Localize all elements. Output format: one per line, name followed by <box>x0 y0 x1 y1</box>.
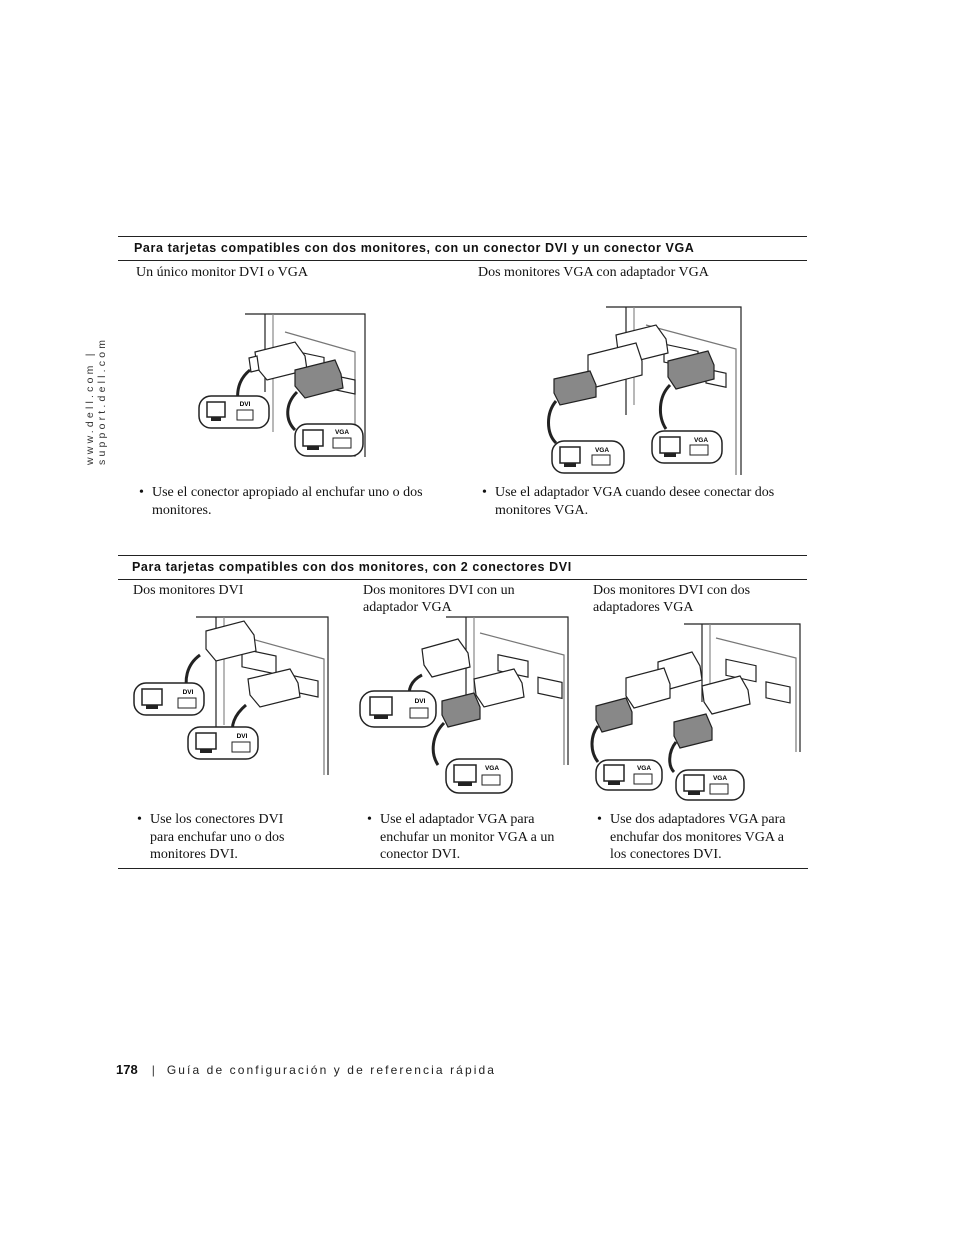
fig3-label-1: DVI <box>182 689 194 696</box>
table2-bullet-2: • Use el adaptador VGA para enchufar un monitor VGA a un conector DVI. <box>367 812 555 862</box>
fig5-label-1: VGA <box>636 765 652 772</box>
fig2-label-1: VGA <box>594 447 610 454</box>
vga-monitor-icon <box>596 760 662 790</box>
table1-bullet-1: • Use el conector apropiado al enchufar uno o dos monitores. <box>139 485 423 518</box>
figure-dvi-vga-adapter <box>358 615 570 797</box>
table1-header: Para tarjetas compatibles con dos monitores, con un conector DVI y un conector VGA <box>118 236 807 261</box>
fig1-label-1: DVI <box>239 401 251 408</box>
vga-monitor-icon <box>652 431 722 463</box>
table1-caption-1: Un único monitor DVI o VGA <box>136 265 309 280</box>
table2-caption-1: Dos monitores DVI <box>133 583 244 598</box>
vga-monitor-icon <box>446 759 512 793</box>
table2-bullet-1: • Use los conectores DVI para enchufar uno o dos monitores DVI. <box>137 812 285 862</box>
table1-caption-2: Dos monitores VGA con adaptador VGA <box>478 265 709 280</box>
page-number: 178 <box>116 1062 138 1077</box>
dvi-monitor-icon <box>134 683 204 715</box>
table2-bullet-3: • Use dos adaptadores VGA para enchufar dos monitores VGA a los conectores DVI. <box>597 812 786 862</box>
table1-bullet-2: • Use el adaptador VGA cuando desee conectar dos monitores VGA. <box>482 485 775 518</box>
table2-header: Para tarjetas compatibles con dos monitores, con 2 conectores DVI <box>118 555 807 580</box>
table2-caption-2: Dos monitores DVI con un adaptador VGA <box>363 583 515 615</box>
dvi-monitor-icon <box>188 727 258 759</box>
figure-two-dvi <box>130 615 330 777</box>
page-footer <box>116 1062 496 1080</box>
figure-two-vga-adapter <box>546 305 746 477</box>
footer-title: Guía de configuración y de referencia rápida <box>166 1063 497 1077</box>
table2-caption-3: Dos monitores DVI con dos adaptadores VGA <box>593 583 751 615</box>
table-dual-dvi <box>118 555 807 580</box>
fig2-label-2: VGA <box>693 437 709 444</box>
vga-monitor-icon <box>552 441 624 473</box>
fig3-label-2: DVI <box>236 733 248 740</box>
figure-two-vga-adapters <box>588 622 802 802</box>
dvi-monitor-icon <box>199 396 269 428</box>
fig4-label-2: VGA <box>484 765 500 772</box>
fig5-label-2: VGA <box>712 775 728 782</box>
table-dvi-vga <box>118 236 807 261</box>
side-url: www.dell.com | support.dell.com <box>84 336 108 465</box>
figure-single-monitor <box>195 312 375 460</box>
table-bottom-rule <box>118 868 808 869</box>
fig1-label-2: VGA <box>334 429 350 436</box>
vga-monitor-icon <box>676 770 744 800</box>
dvi-monitor-icon <box>360 691 436 727</box>
fig4-label-1: DVI <box>414 698 426 705</box>
vga-monitor-icon <box>295 424 363 456</box>
footer-separator: | <box>151 1063 155 1077</box>
